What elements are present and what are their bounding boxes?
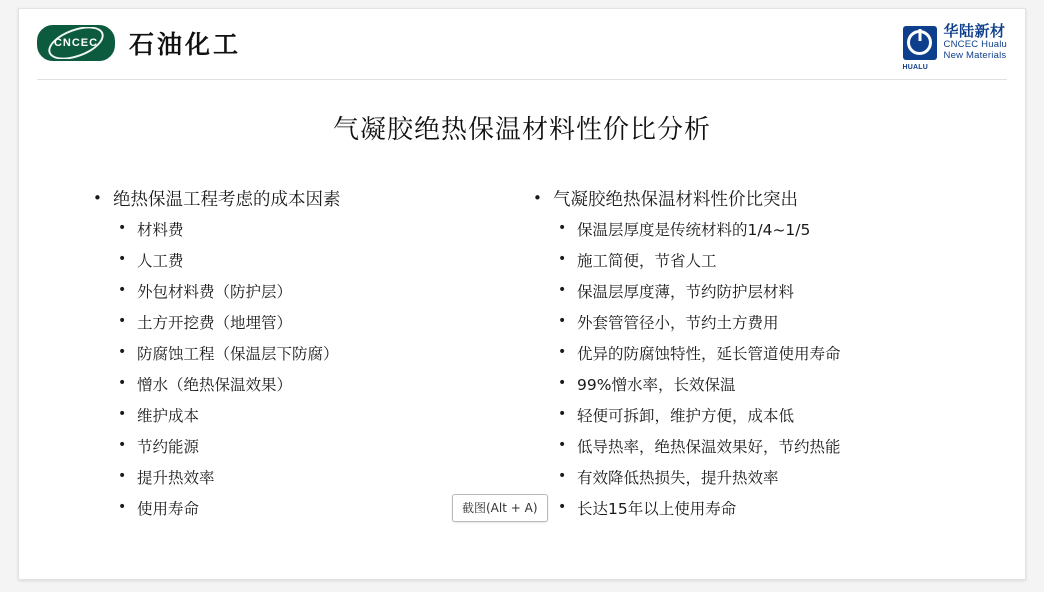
- content-column-left: [89, 187, 519, 529]
- screenshot-shortcut-button[interactable]: 截图(Alt + A): [452, 494, 548, 522]
- list-item: • 维护成本: [113, 405, 519, 427]
- column-heading-text: 绝热保温工程考虑的成本因素: [113, 190, 341, 210]
- list-item: • 有效降低热损失，提升热效率: [553, 467, 999, 489]
- hualu-brand-cn: 华陆新材: [943, 22, 1006, 40]
- list-item: • 低导热率，绝热保温效果好，节约热能: [553, 436, 999, 458]
- list-item: • 优异的防腐蚀特性，延长管道使用寿命: [553, 343, 999, 365]
- bullet-list-level1: [89, 187, 519, 520]
- list-item: • 土方开挖费（地埋管）: [113, 312, 519, 334]
- list-item: • 保温层厚度薄，节约防护层材料: [553, 281, 999, 303]
- list-item: • 施工简便，节省人工: [553, 250, 999, 272]
- list-item: • 防腐蚀工程（保温层下防腐）: [113, 343, 519, 365]
- list-item: • 使用寿命: [113, 498, 519, 520]
- bullet-list-level2: [113, 219, 519, 520]
- list-item: • 节约能源: [113, 436, 519, 458]
- list-item: • 长达15年以上使用寿命: [553, 498, 999, 520]
- hualu-brand-text: [944, 23, 1007, 62]
- cncec-logo-icon: [37, 25, 115, 61]
- list-item-heading: [89, 187, 519, 520]
- list-item: • 憎水（绝热保温效果）: [113, 374, 519, 396]
- column-heading-text: 气凝胶绝热保温材料性价比突出: [553, 190, 798, 210]
- list-item: • 提升热效率: [113, 467, 519, 489]
- hualu-ring-shape: [907, 30, 932, 55]
- cncec-logo-text: CNCEC: [53, 37, 99, 49]
- list-item: • 人工费: [113, 250, 519, 272]
- bullet-list-level1: [529, 187, 999, 520]
- hualu-brand-en-line1: CNCEC Hualu: [943, 39, 1007, 51]
- list-item: • 材料费: [113, 219, 519, 241]
- list-item: • 保温层厚度是传统材料的1/4~1/5: [553, 219, 999, 241]
- list-item: • 外套管管径小，节约土方费用: [553, 312, 999, 334]
- hualu-brand-en-line2: New Materials: [943, 50, 1007, 62]
- header-divider: [37, 79, 1007, 80]
- header-left-branding: [37, 25, 241, 61]
- slide-title: 气凝胶绝热保温材料性价比分析: [332, 115, 711, 145]
- hualu-mark-subtext: HUALU: [902, 63, 929, 71]
- bullet-list-level2: [553, 219, 999, 520]
- list-item: • 99%憎水率，长效保温: [553, 374, 999, 396]
- header-right-branding: [902, 22, 1007, 71]
- hualu-logo-icon: [902, 26, 937, 71]
- list-item-heading: [529, 187, 999, 520]
- list-item: • 外包材料费（防护层）: [113, 281, 519, 303]
- content-column-right: [529, 187, 999, 529]
- left-brand-title: 石油化工: [129, 30, 242, 59]
- list-item: • 轻便可拆卸，维护方便，成本低: [553, 405, 999, 427]
